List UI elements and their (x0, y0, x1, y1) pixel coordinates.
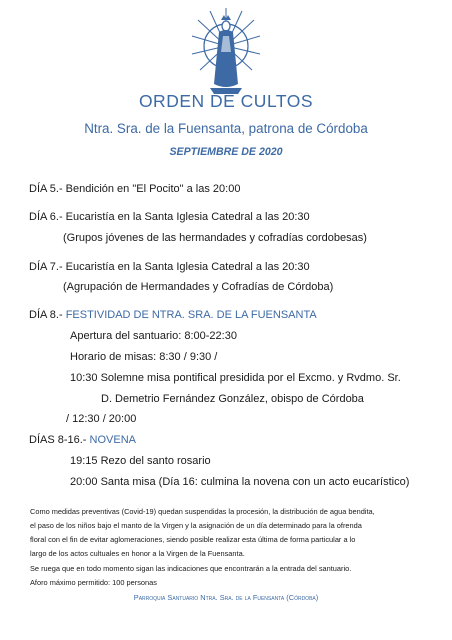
page-title: ORDEN DE CULTOS (138, 91, 314, 111)
notes-line-4: largo de los actos cultuales en honor a la Virgen de la Fuensanta. (30, 549, 245, 558)
footer-parish: Parroquia Santuario Ntra. Sra. de la Fuensanta (Córdoba) (133, 593, 319, 602)
notes-line-6: Aforo máximo permitido: 100 personas (30, 578, 157, 587)
novena-prefix: DÍAS 8-16.- (29, 434, 90, 446)
schedule-day8-opening: Apertura del santuario: 8:00-22:30 (70, 330, 237, 342)
schedule-day8-masses: Horario de misas: 8:30 / 9:30 / (70, 351, 218, 363)
date-heading: SEPTIEMBRE DE 2020 (169, 146, 283, 158)
schedule-novena-rosary: 19:15 Rezo del santo rosario (70, 455, 211, 467)
notes-line-1: Como medidas preventivas (Covid-19) quedan suspendidas la procesión, la distribución de agua bendita, (30, 507, 375, 516)
schedule-novena-heading (29, 434, 136, 446)
schedule-day8-heading (29, 309, 317, 321)
novena-title: NOVENA (89, 434, 136, 446)
day8-prefix: DÍA 8.- (29, 309, 66, 321)
notes-line-5: Se ruega que en todo momento sigan las indicaciones que encontrarán a la entrada del santuario. (30, 564, 352, 573)
notes-line-3: floral con el fin de evitar aglomeraciones, siendo posible realizar esta última de forma particular a lo (30, 535, 356, 544)
schedule-day7-note: (Agrupación de Hermandades y Cofradías de Córdoba) (63, 281, 334, 293)
schedule-day6-note: (Grupos jóvenes de las hermandades y cofradías cordobesas) (63, 232, 367, 244)
schedule-day5: DÍA 5.- Bendición en "El Pocito" a las 20:00 (29, 183, 241, 195)
schedule-day8-bishop: D. Demetrio Fernández González, obispo de Córdoba (101, 393, 364, 405)
day8-title: FESTIVIDAD DE NTRA. SRA. DE LA FUENSANTA (65, 309, 317, 321)
page-subtitle: Ntra. Sra. de la Fuensanta, patrona de Córdoba (84, 121, 368, 136)
virgin-emblem-icon (190, 6, 262, 96)
schedule-day8-pontifical: 10:30 Solemne misa pontifical presidida por el Excmo. y Rvdmo. Sr. (70, 372, 401, 384)
schedule-novena-mass: 20:00 Santa misa (Día 16: culmina la novena con un acto eucarístico) (70, 476, 410, 488)
schedule-day7: DÍA 7.- Eucaristía en la Santa Iglesia Catedral a las 20:30 (29, 261, 310, 273)
schedule-day6: DÍA 6.- Eucaristía en la Santa Iglesia Catedral a las 20:30 (29, 211, 310, 223)
schedule-day8-times: / 12:30 / 20:00 (66, 413, 137, 425)
notes-line-2: el paso de los niños bajo el manto de la Virgen y la asignación de un día determinado para la ofrenda (30, 521, 362, 530)
